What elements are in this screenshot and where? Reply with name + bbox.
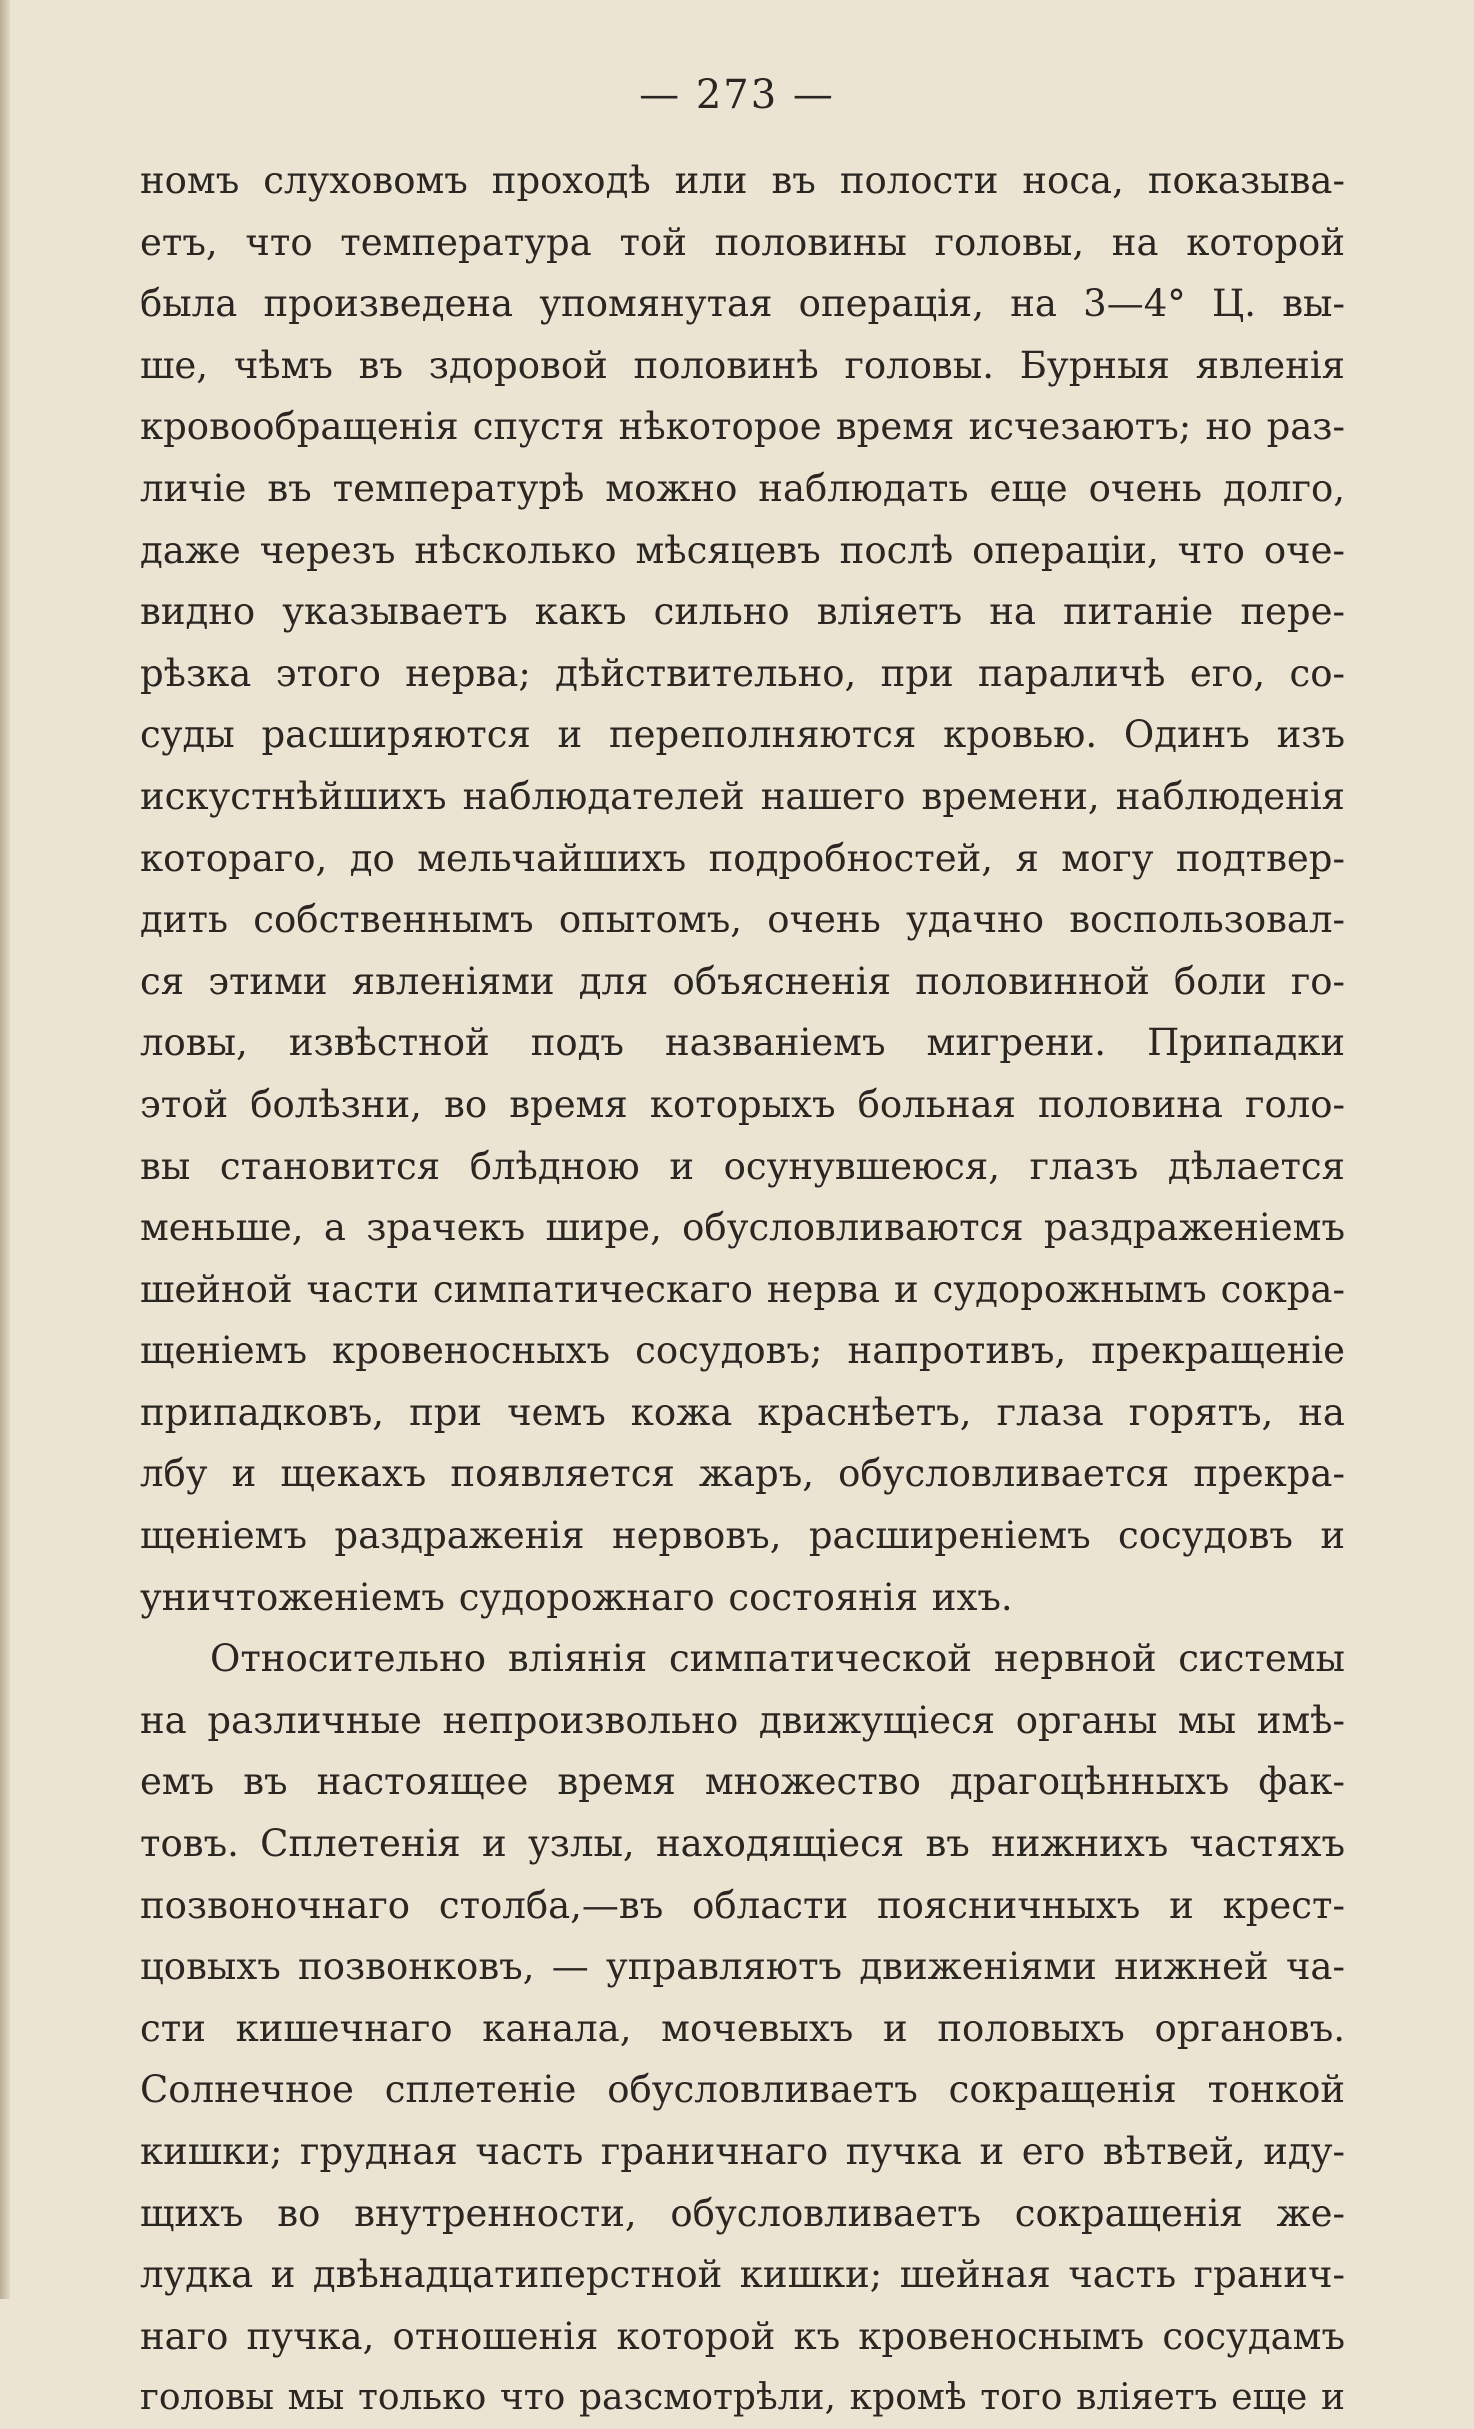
- text-line: суды расширяются и переполняются кровью. Одинъ изъ: [140, 713, 1345, 757]
- paragraph-2: [140, 1628, 1345, 2429]
- text-line: ше, чѣмъ въ здоровой половинѣ головы. Бурныя явленія: [140, 343, 1345, 387]
- page-edge: [0, 0, 10, 2299]
- text-line: щеніемъ кровеносныхъ сосудовъ; напротивъ, прекращеніе: [140, 1329, 1345, 1373]
- text-line: ся этими явленіями для объясненія половинной боли го-: [140, 959, 1345, 1003]
- text-line: дить собственнымъ опытомъ, очень удачно воспользовал-: [140, 898, 1345, 942]
- text-line: рѣзка этого нерва; дѣйствительно, при параличѣ его, со-: [140, 651, 1345, 695]
- text-line: на различные непроизвольно движущіеся органы мы имѣ-: [140, 1698, 1345, 1742]
- text-line: лудка и двѣнадцатиперстной кишки; шейная часть гранич-: [140, 2253, 1345, 2297]
- text-line: припадковъ, при чемъ кожа краснѣетъ, глаза горятъ, на: [140, 1390, 1345, 1434]
- text-line: шейной части симпатическаго нерва и судорожнымъ сокра-: [140, 1267, 1345, 1311]
- text-line: котораго, до мельчайшихъ подробностей, я могу подтвер-: [140, 836, 1345, 880]
- text-line: емъ въ настоящее время множество драгоцѣнныхъ фак-: [140, 1760, 1345, 1804]
- text-line: товъ. Сплетенія и узлы, находящіеся въ нижнихъ частяхъ: [140, 1822, 1345, 1866]
- text-line: даже черезъ нѣсколько мѣсяцевъ послѣ операціи, что оче-: [140, 528, 1345, 572]
- text-line: меньше, а зрачекъ шире, обусловливаются раздраженіемъ: [140, 1206, 1345, 1250]
- text-line: уничтоженіемъ судорожнаго состоянія ихъ.: [140, 1575, 1013, 1619]
- text-line: личіе въ температурѣ можно наблюдать еще очень долго,: [140, 466, 1345, 510]
- text-line: ловы, извѣстной подъ названіемъ мигрени. Припадки: [140, 1021, 1345, 1065]
- text-line: искустнѣйшихъ наблюдателей нашего времени, наблюденія: [140, 774, 1345, 818]
- text-line: щеніемъ раздраженія нервовъ, расширеніемъ сосудовъ и: [140, 1514, 1345, 1558]
- text-line: лбу и щекахъ появляется жаръ, обусловливается прекра-: [140, 1452, 1345, 1496]
- text-line: номъ слуховомъ проходѣ или въ полости носа, показыва-: [140, 159, 1345, 202]
- text-line: была произведена упомянутая операція, на 3—4° Ц. вы-: [140, 282, 1345, 326]
- body-text: [140, 150, 1345, 2429]
- text-line: наго пучка, отношенія которой къ кровеноснымъ сосудамъ: [140, 2314, 1345, 2358]
- text-line: щихъ во внутренности, обусловливаетъ сокращенія же-: [140, 2191, 1345, 2235]
- text-line: видно указываетъ какъ сильно вліяетъ на питаніе пере-: [140, 590, 1345, 634]
- text-line: цовыхъ позвонковъ, — управляютъ движеніями нижней ча-: [140, 1945, 1345, 1989]
- text-line: кишки; грудная часть граничнаго пучка и его вѣтвей, иду-: [140, 2130, 1345, 2173]
- text-line: кровообращенія спустя нѣкоторое время исчезаютъ; но раз-: [140, 405, 1345, 449]
- text-line: Относительно вліянія симпатической нервной системы: [210, 1637, 1345, 1681]
- text-line: етъ, что температура той половины головы, на которой: [140, 220, 1345, 264]
- text-line: Солнечное сплетеніе обусловливаетъ сокращенія тонкой: [140, 2068, 1345, 2112]
- text-line: головы мы только что разсмотрѣли, кромѣ того вліяетъ еще и: [140, 2377, 1345, 2419]
- paragraph-1: [140, 150, 1345, 1628]
- text-line: этой болѣзни, во время которыхъ больная половина голо-: [140, 1082, 1345, 1126]
- text-line: вы становится блѣдною и осунувшеюся, глазъ дѣлается: [140, 1144, 1345, 1188]
- text-line: позвоночнаго столба,—въ области поясничныхъ и крест-: [140, 1883, 1345, 1927]
- text-line: сти кишечнаго канала, мочевыхъ и половыхъ органовъ.: [140, 2006, 1345, 2050]
- page-number: — 273 —: [639, 72, 835, 118]
